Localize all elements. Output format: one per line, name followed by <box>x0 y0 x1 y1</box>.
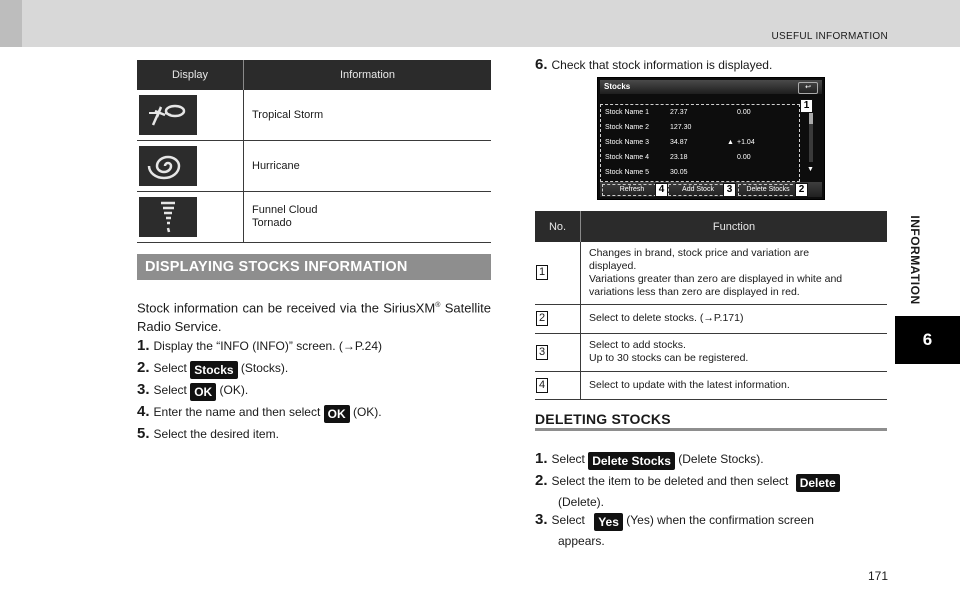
number-cell <box>535 304 581 333</box>
step-6 <box>535 57 772 73</box>
number-cell <box>535 371 581 399</box>
function-text: Variations greater than zero are displayed in white and <box>589 272 843 285</box>
stock-row[interactable] <box>603 122 797 136</box>
stock-name: Stock Name 4 <box>605 154 649 161</box>
deleting-stocks-heading: DELETING STOCKS <box>535 411 671 427</box>
col-function: Function <box>581 211 888 242</box>
step-text: Select <box>153 361 191 375</box>
callout-badge-1: 1 <box>800 99 813 113</box>
table-row <box>137 192 491 243</box>
stock-row[interactable] <box>603 167 797 181</box>
stock-price: 34.87 <box>670 139 688 146</box>
stocks-button[interactable]: Stocks <box>190 361 237 379</box>
chapter-tab: 6 <box>895 316 960 364</box>
refresh-button[interactable]: Refresh <box>602 184 662 196</box>
step-text: Select <box>153 383 191 397</box>
stock-name: Stock Name 5 <box>605 169 649 176</box>
table-row <box>137 90 491 141</box>
yes-button[interactable]: Yes <box>594 513 623 531</box>
step-2 <box>137 360 288 379</box>
callout-badge-2: 2 <box>795 183 808 197</box>
step-text: appears. <box>558 534 605 548</box>
function-text: variations less than zero are displayed in red. <box>589 285 800 298</box>
step-text: Select the item to be deleted and then select <box>551 474 792 488</box>
stock-change: 0.00 <box>737 109 751 116</box>
display-cell <box>137 192 244 243</box>
display-cell <box>137 141 244 192</box>
function-text: Select to delete stocks. (→P.171) <box>589 312 744 324</box>
step-number: 4. <box>137 403 150 420</box>
stock-name: Stock Name 3 <box>605 139 649 146</box>
step-text: (Delete Stocks). <box>674 452 764 466</box>
stock-row[interactable] <box>603 152 797 166</box>
delete-step-2 <box>535 473 840 510</box>
heading-rule <box>535 428 887 431</box>
function-cell <box>581 371 888 399</box>
number-badge: 1 <box>536 265 548 280</box>
function-text: Select to update with the latest information. <box>589 378 790 391</box>
section-header: USEFUL INFORMATION <box>771 31 888 42</box>
delete-step-1 <box>535 451 764 470</box>
intro-paragraph <box>137 296 491 336</box>
number-badge: 4 <box>536 378 548 393</box>
col-information: Information <box>244 60 492 90</box>
function-cell <box>581 333 888 371</box>
number-badge: 3 <box>536 345 548 360</box>
step-3 <box>137 382 248 401</box>
step-text: (OK). <box>349 405 382 419</box>
display-cell <box>137 90 244 141</box>
side-label-text: INFORMATION <box>908 215 922 305</box>
step-number: 2. <box>535 472 548 489</box>
information-cell <box>244 90 492 141</box>
delete-stocks-button[interactable]: Delete Stocks <box>738 184 798 196</box>
stock-price: 30.05 <box>670 169 688 176</box>
screen-title: Stocks <box>604 82 631 91</box>
step-4 <box>137 404 382 423</box>
weather-icon-table <box>137 60 491 243</box>
intro-text: Stock information can be received via the SiriusXM <box>137 300 436 316</box>
step-text: Select <box>551 452 589 466</box>
step-text: (Delete). <box>558 495 605 509</box>
stock-change: 0.00 <box>737 154 751 161</box>
table-row <box>535 242 887 304</box>
delete-stocks-button[interactable]: Delete Stocks <box>588 452 675 470</box>
step-text: (Yes) when the confirmation screen <box>622 513 814 527</box>
number-cell <box>535 333 581 371</box>
scroll-down-icon[interactable]: ▼ <box>807 166 814 173</box>
callout-badge-4: 4 <box>655 183 668 197</box>
tropical-storm-icon <box>139 95 197 135</box>
stock-row[interactable] <box>603 107 797 121</box>
stock-price: 27.37 <box>670 109 688 116</box>
step-text: Select <box>551 513 589 527</box>
step-text: Check that stock information is displayed. <box>551 58 773 72</box>
stock-change: +1.04 <box>737 139 755 146</box>
function-table-header <box>535 211 887 242</box>
side-label <box>909 215 921 305</box>
step-number: 2. <box>137 359 150 376</box>
function-cell <box>581 304 888 333</box>
info-text: Funnel Cloud <box>252 204 318 216</box>
step-text: Enter the name and then select <box>153 405 324 419</box>
intro-text-2: Satellite Radio Service. <box>137 300 491 335</box>
step-number: 1. <box>137 337 150 354</box>
step-number: 3. <box>535 511 548 528</box>
stock-row[interactable] <box>603 137 797 151</box>
stock-price: 127.30 <box>670 124 692 131</box>
stocks-screen <box>597 77 825 200</box>
page-number: 171 <box>867 569 888 583</box>
table-row <box>535 304 887 333</box>
step-number: 1. <box>535 450 548 467</box>
information-cell <box>244 141 492 192</box>
function-text: displayed. <box>589 259 637 272</box>
stock-name: Stock Name 2 <box>605 124 649 131</box>
funnel-cloud-icon <box>139 197 197 237</box>
step-number: 6. <box>535 56 548 73</box>
col-display: Display <box>137 60 244 90</box>
info-text: Tornado <box>252 217 292 229</box>
stock-list <box>600 104 800 182</box>
step-5 <box>137 426 279 442</box>
function-text: Select to add stocks. <box>589 339 686 351</box>
step-text: Display the “INFO (INFO)” screen. (→P.24) <box>153 339 383 353</box>
info-text: Hurricane <box>252 159 300 172</box>
step-number: 5. <box>137 425 150 442</box>
table-row <box>535 333 887 371</box>
number-cell <box>535 242 581 304</box>
back-icon[interactable]: ↩ <box>798 82 818 94</box>
ok-button[interactable]: OK <box>324 405 350 423</box>
col-no: No. <box>535 211 581 242</box>
step-text: (OK). <box>216 383 249 397</box>
weather-table-header <box>137 60 491 90</box>
function-text: Changes in brand, stock price and variation are <box>589 246 810 259</box>
information-cell <box>244 192 492 243</box>
function-text: Up to 30 stocks can be registered. <box>589 352 749 364</box>
number-badge: 2 <box>536 311 548 326</box>
step-1 <box>137 338 382 354</box>
screen-header <box>600 80 822 94</box>
change-arrow: ▲ <box>727 139 734 146</box>
table-row <box>535 371 887 399</box>
ok-button[interactable]: OK <box>190 383 216 401</box>
delete-step-3 <box>535 512 814 549</box>
info-text: Tropical Storm <box>252 108 324 121</box>
stock-name: Stock Name 1 <box>605 109 649 116</box>
step-text: Select the desired item. <box>153 427 279 441</box>
function-cell <box>581 242 888 304</box>
stock-price: 23.18 <box>670 154 688 161</box>
registered-mark: ® <box>435 302 441 309</box>
step-number: 3. <box>137 381 150 398</box>
step-text: (Stocks). <box>237 361 289 375</box>
table-row <box>137 141 491 192</box>
callout-badge-3: 3 <box>723 183 736 197</box>
delete-button[interactable]: Delete <box>796 474 840 492</box>
hurricane-icon <box>139 146 197 186</box>
screen-button-bar <box>600 182 822 197</box>
function-table <box>535 211 887 400</box>
scrollbar[interactable] <box>805 104 817 180</box>
add-stock-button[interactable]: Add Stock <box>668 184 728 196</box>
section-title: DISPLAYING STOCKS INFORMATION <box>137 254 491 280</box>
